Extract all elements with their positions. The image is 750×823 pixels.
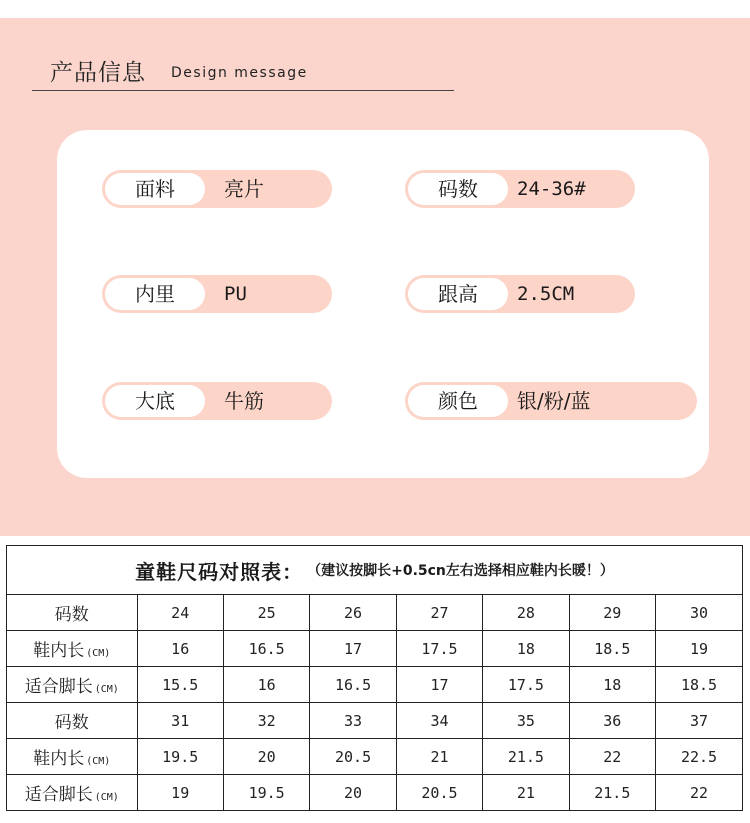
table-cell: 20.5 xyxy=(310,739,396,775)
unit-label: (CM) xyxy=(94,792,119,803)
size-chart-header xyxy=(7,546,742,595)
row-label: 鞋内长 xyxy=(33,641,85,661)
spec-fabric xyxy=(102,170,332,208)
table-cell: 18 xyxy=(569,667,655,703)
table-cell: 21.5 xyxy=(569,775,655,811)
spec-label: 码数 xyxy=(438,177,478,201)
spec-value: 亮片 xyxy=(224,177,264,201)
row-header xyxy=(7,667,137,703)
spec-label: 大底 xyxy=(135,389,175,413)
spec-heel-height xyxy=(405,275,635,313)
table-row xyxy=(7,739,742,775)
table-cell: 16 xyxy=(223,667,309,703)
spec-value: 2.5CM xyxy=(517,283,575,305)
table-cell: 20.5 xyxy=(396,775,482,811)
table-cell: 28 xyxy=(483,595,569,631)
table-cell: 34 xyxy=(396,703,482,739)
spec-outsole xyxy=(102,382,332,420)
table-cell: 15.5 xyxy=(137,667,223,703)
spec-lining xyxy=(102,275,332,313)
product-info-panel xyxy=(0,18,750,536)
spec-size-range xyxy=(405,170,635,208)
table-cell: 24 xyxy=(137,595,223,631)
spec-value: 银/粉/蓝 xyxy=(517,389,591,413)
table-cell: 25 xyxy=(223,595,309,631)
spec-card xyxy=(57,130,709,478)
table-cell: 21 xyxy=(396,739,482,775)
section-subtitle: Design message xyxy=(171,65,308,81)
unit-label: (CM) xyxy=(86,756,111,767)
spec-value: 牛筋 xyxy=(224,389,264,413)
row-label: 鞋内长 xyxy=(33,749,85,769)
table-row xyxy=(7,775,742,811)
section-title: 产品信息 xyxy=(50,60,146,86)
table-row xyxy=(7,631,742,667)
table-cell: 30 xyxy=(656,595,742,631)
table-cell: 35 xyxy=(483,703,569,739)
row-label: 码数 xyxy=(54,605,89,625)
unit-label: (CM) xyxy=(86,648,111,659)
table-cell: 18.5 xyxy=(656,667,742,703)
table-cell: 22 xyxy=(569,739,655,775)
table-cell: 16.5 xyxy=(310,667,396,703)
row-label: 适合脚长 xyxy=(24,677,93,697)
table-cell: 26 xyxy=(310,595,396,631)
size-chart xyxy=(6,545,743,811)
spec-colors xyxy=(405,382,697,420)
table-cell: 18 xyxy=(483,631,569,667)
table-cell: 20 xyxy=(223,739,309,775)
unit-label: (CM) xyxy=(94,684,119,695)
table-cell: 19 xyxy=(137,775,223,811)
table-cell: 19.5 xyxy=(223,775,309,811)
table-cell: 20 xyxy=(310,775,396,811)
size-chart-note: （建议按脚长+0.5cn左右选择相应鞋内长暖！） xyxy=(307,563,614,579)
table-row xyxy=(7,703,742,739)
table-cell: 33 xyxy=(310,703,396,739)
row-header xyxy=(7,739,137,775)
row-header xyxy=(7,631,137,667)
row-header xyxy=(7,775,137,811)
table-cell: 21 xyxy=(483,775,569,811)
table-cell: 17.5 xyxy=(483,667,569,703)
table-cell: 19 xyxy=(656,631,742,667)
table-row xyxy=(7,667,742,703)
table-cell: 29 xyxy=(569,595,655,631)
row-label: 码数 xyxy=(54,713,89,733)
spec-value: 24-36# xyxy=(517,178,586,200)
table-cell: 22 xyxy=(656,775,742,811)
table-cell: 32 xyxy=(223,703,309,739)
table-cell: 37 xyxy=(656,703,742,739)
row-header xyxy=(7,595,137,631)
spec-label: 内里 xyxy=(135,282,175,306)
table-cell: 27 xyxy=(396,595,482,631)
table-cell: 19.5 xyxy=(137,739,223,775)
table-cell: 18.5 xyxy=(569,631,655,667)
spec-label: 跟高 xyxy=(438,282,478,306)
table-cell: 22.5 xyxy=(656,739,742,775)
table-cell: 16 xyxy=(137,631,223,667)
table-cell: 21.5 xyxy=(483,739,569,775)
title-divider xyxy=(32,90,454,91)
spec-label: 颜色 xyxy=(438,389,478,413)
table-cell: 16.5 xyxy=(223,631,309,667)
size-table xyxy=(7,595,742,810)
table-cell: 17.5 xyxy=(396,631,482,667)
size-chart-title: 童鞋尺码对照表： xyxy=(135,559,304,584)
table-cell: 17 xyxy=(310,631,396,667)
spec-value: PU xyxy=(224,283,247,305)
row-header xyxy=(7,703,137,739)
table-row xyxy=(7,595,742,631)
table-cell: 36 xyxy=(569,703,655,739)
spec-label: 面料 xyxy=(135,177,175,201)
row-label: 适合脚长 xyxy=(24,785,93,805)
table-cell: 17 xyxy=(396,667,482,703)
table-cell: 31 xyxy=(137,703,223,739)
